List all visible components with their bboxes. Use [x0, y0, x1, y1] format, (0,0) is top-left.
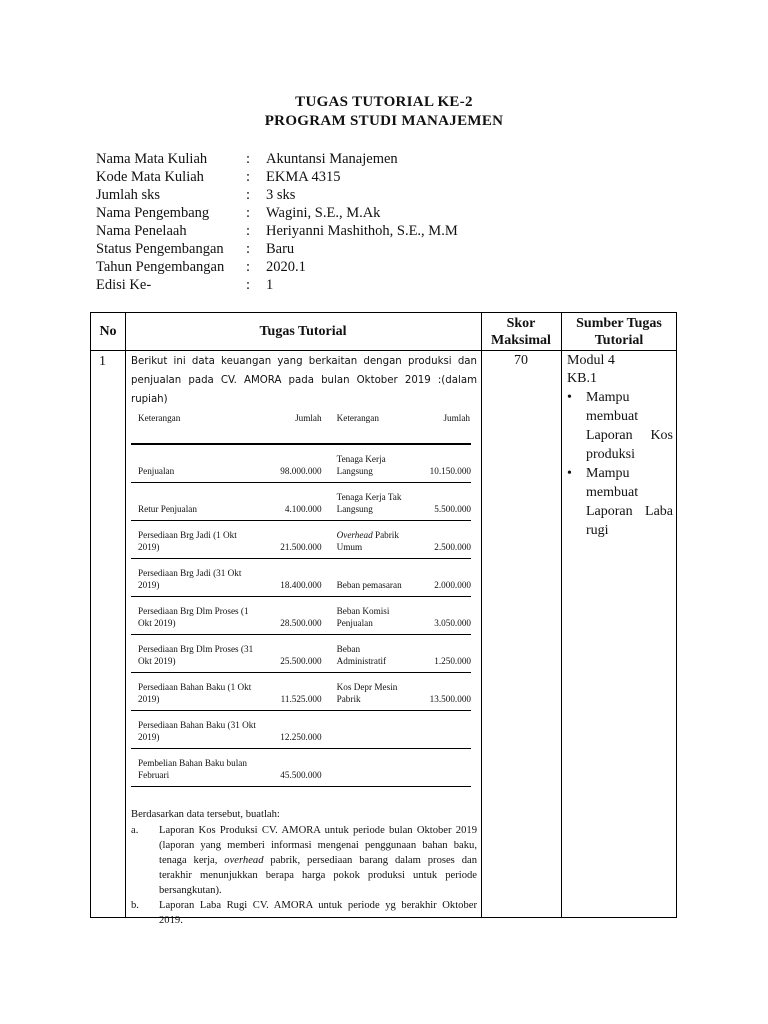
row-number: 1: [99, 354, 106, 369]
fin-cell: 2.500.000: [434, 541, 471, 552]
title-line-1: TUGAS TUTORIAL KE-2: [295, 94, 473, 110]
header-no: No: [99, 324, 117, 339]
info-label: Nama Penelaah: [96, 223, 187, 239]
fin-cell: 5.500.000: [434, 503, 471, 514]
info-value: Baru: [266, 241, 295, 257]
info-value: Heriyanni Mashithoh, S.E., M.M: [266, 223, 458, 239]
info-label: Kode Mata Kuliah: [96, 169, 204, 185]
info-value: 2020.1: [266, 259, 306, 275]
header-tugas: Tugas Tutorial: [259, 324, 347, 339]
fin-cell: Persediaan Bahan Baku (1 Okt 2019): [138, 681, 252, 704]
bullet-text: Mampu membuat Laporan Kos produksi: [586, 390, 673, 462]
fin-cell: Persediaan Bahan Baku (31 Okt 2019): [138, 719, 256, 742]
header-skor: Skor Maksimal: [491, 315, 551, 348]
info-value: Wagini, S.E., M.Ak: [266, 205, 381, 221]
fin-cell: Tenaga Kerja Langsung: [336, 453, 386, 476]
info-value: EKMA 4315: [266, 169, 341, 185]
fin-cell: [411, 748, 471, 786]
header-sumber: Sumber Tugas Tutorial: [576, 315, 662, 348]
item-text: Laporan Laba Rugi CV. AMORA untuk periode yg berakhir Oktober 2019.: [159, 899, 477, 926]
fin-cell: 1.250.000: [434, 655, 471, 666]
table-row: [131, 444, 471, 482]
info-row: [96, 169, 458, 187]
info-label: Jumlah sks: [96, 187, 161, 203]
course-info: [96, 151, 458, 295]
fin-cell: 4.100.000: [284, 503, 322, 514]
source-bullets: [567, 388, 673, 540]
financial-table: [131, 410, 471, 787]
bullet-icon: •: [567, 390, 572, 405]
info-label: Edisi Ke-: [96, 277, 152, 293]
fin-cell: Beban Administratif: [336, 643, 387, 666]
column-divider: [481, 313, 482, 917]
instructions-lead: Berdasarkan data tersebut, buatlah:: [131, 808, 280, 820]
info-row: [96, 205, 458, 223]
fin-header: Keterangan: [138, 413, 181, 423]
fin-cell: [331, 748, 412, 786]
column-divider: [561, 313, 562, 917]
header-divider: [91, 350, 676, 351]
table-row: [131, 596, 471, 634]
list-item: [567, 464, 673, 540]
max-score: 70: [514, 353, 528, 368]
fin-cell: 2.000.000: [434, 579, 471, 590]
fin-cell: Overhead Pabrik Umum: [336, 529, 399, 552]
task-cell: [131, 352, 477, 928]
fin-cell: Beban pemasaran: [336, 579, 402, 590]
fin-cell: Kos Depr Mesin Pabrik: [336, 681, 398, 704]
source-cell: [567, 352, 673, 540]
list-item: [131, 898, 477, 928]
financial-header-row: [131, 410, 471, 444]
item-label: a.: [131, 824, 139, 836]
tutorial-table: [90, 312, 677, 926]
source-module: Modul 4: [567, 353, 615, 368]
fin-cell: 13.500.000: [429, 693, 471, 704]
info-colon: :: [246, 241, 251, 257]
fin-header: Keterangan: [336, 413, 379, 423]
info-row: [96, 259, 458, 277]
list-item: [567, 388, 673, 464]
info-value: Akuntansi Manajemen: [266, 151, 398, 167]
fin-cell: [331, 710, 412, 748]
info-label: Nama Pengembang: [96, 205, 210, 221]
fin-cell: 10.150.000: [429, 465, 471, 476]
item-label: b.: [131, 899, 139, 911]
info-row: [96, 241, 458, 259]
fin-header: Jumlah: [295, 413, 322, 423]
fin-cell: Retur Penjualan: [138, 503, 197, 514]
fin-cell: Beban Komisi Penjualan: [336, 605, 390, 628]
info-row: [96, 223, 458, 241]
fin-cell: Persediaan Brg Dlm Proses (1 Okt 2019): [138, 605, 249, 628]
info-colon: :: [246, 169, 251, 185]
task-intro: Berikut ini data keuangan yang berkaitan dengan produksi dan penjualan pada CV. AMORA pada bulan Oktober 2019 :(dalam rupiah): [131, 356, 477, 405]
info-value: 1: [266, 277, 274, 293]
info-row: [96, 277, 458, 295]
column-divider: [125, 313, 126, 917]
info-colon: :: [246, 277, 251, 293]
fin-cell: 45.500.000: [280, 769, 322, 780]
fin-cell: 18.400.000: [280, 579, 322, 590]
info-colon: :: [246, 259, 251, 275]
info-row: [96, 187, 458, 205]
fin-cell: 98.000.000: [280, 465, 322, 476]
fin-cell: Penjualan: [138, 465, 175, 476]
table-row: [131, 710, 471, 748]
fin-cell: 28.500.000: [280, 617, 322, 628]
info-label: Tahun Pengembangan: [96, 259, 225, 275]
table-row: [131, 634, 471, 672]
fin-cell: Pembelian Bahan Baku bulan Februari: [138, 757, 247, 780]
instructions: [131, 807, 477, 928]
bullet-text: Mampu membuat Laporan Laba rugi: [586, 466, 673, 538]
fin-cell: 11.525.000: [280, 693, 322, 704]
table-row: [131, 520, 471, 558]
fin-cell: 21.500.000: [280, 541, 322, 552]
title-line-2: PROGRAM STUDI MANAJEMEN: [264, 113, 504, 129]
info-value: 3 sks: [266, 187, 296, 203]
table-row: [131, 558, 471, 596]
info-label: Nama Mata Kuliah: [96, 151, 208, 167]
fin-cell: Persediaan Brg Jadi (31 Okt 2019): [138, 567, 242, 590]
info-colon: :: [246, 187, 251, 203]
item-text: Laporan Kos Produksi CV. AMORA untuk periode bulan Oktober 2019 (laporan yang memberi informasi mengenai penggunaan bahan baku, tenaga kerja, overhead pabrik, persediaan barang dalam proses dan terakhir menunjukkan berapa harga pokok produksi untuk periode bersangkutan).: [159, 824, 478, 896]
fin-header: Jumlah: [443, 413, 470, 423]
table-row: [131, 672, 471, 710]
fin-cell: Persediaan Brg Dlm Proses (31 Okt 2019): [138, 643, 254, 666]
info-row: [96, 151, 458, 169]
table-row: [131, 748, 471, 786]
table-row: [131, 482, 471, 520]
info-colon: :: [246, 205, 251, 221]
info-colon: :: [246, 223, 251, 239]
fin-cell: 12.250.000: [280, 731, 322, 742]
list-item: [131, 823, 477, 898]
source-kb: KB.1: [567, 371, 597, 386]
fin-cell: [411, 710, 471, 748]
fin-cell: Persediaan Brg Jadi (1 Okt 2019): [138, 529, 237, 552]
info-label: Status Pengembangan: [96, 241, 224, 257]
fin-cell: 3.050.000: [434, 617, 471, 628]
fin-cell: 25.500.000: [280, 655, 322, 666]
info-colon: :: [246, 151, 251, 167]
fin-cell: Tenaga Kerja Tak Langsung: [336, 491, 402, 514]
bullet-icon: •: [567, 466, 572, 481]
